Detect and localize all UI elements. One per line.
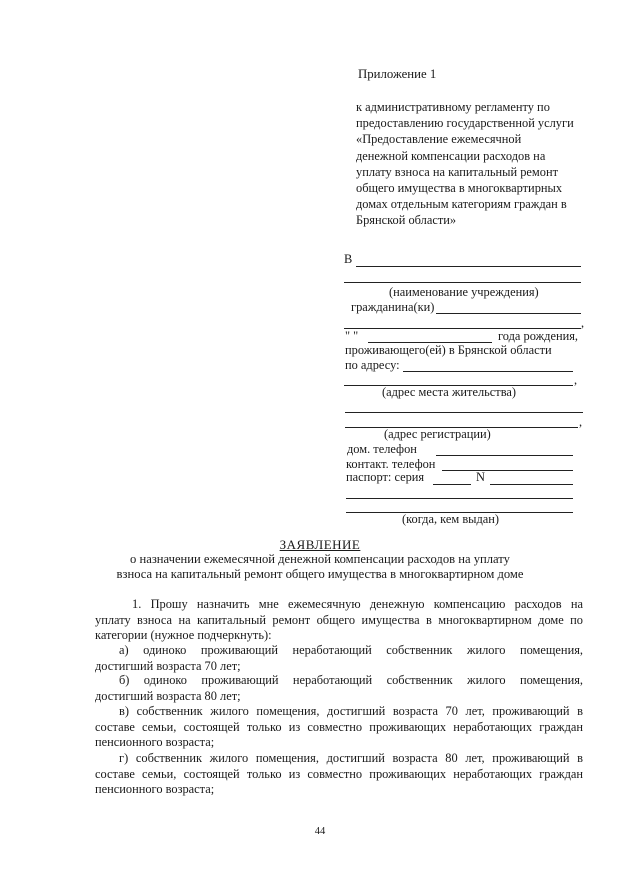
option-line: г) собственник жилого помещения, достигший возраста 80 лет, проживающий в [119,751,583,765]
birth-date-quotes: " " [345,329,359,343]
page-number: 44 [314,826,326,837]
option-line: б) одиноко проживающий неработающий собственник жилого помещения, [119,673,583,687]
appendix-line: уплату взноса на капитальный ремонт [356,164,558,179]
appendix-line: «Предоставление ежемесячной [356,132,522,147]
comma: , [574,373,578,387]
at-address-label: по адресу: [345,358,400,372]
option-line: пенсионного возраста; [95,782,215,797]
citizen-label: гражданина(ки) [351,300,435,314]
passport-issued-line[interactable] [346,498,573,499]
residence-address-line[interactable] [403,371,573,372]
contact-phone-line[interactable] [442,470,573,471]
passport-series-line[interactable] [433,484,471,485]
paragraph-line: уплату взноса на капитальный ремонт общего имущества в многоквартирном доме по [95,612,583,627]
birth-year-label: года рождения, [498,329,579,343]
appendix-line: домах отдельным категориям граждан в [356,197,567,212]
registration-caption: (адрес регистрации) [384,427,491,441]
institution-caption: (наименование учреждения) [389,285,539,299]
paragraph-line: 1. Прошу назначить мне ежемесячную денежную компенсацию расходов на [132,597,583,611]
passport-number-line[interactable] [490,484,573,485]
registration-address-line[interactable] [345,412,583,413]
option-g [95,751,583,798]
option-line: составе семьи, состоящей только из совместно проживающих неработающих граждан [95,719,583,734]
statement-title: ЗАЯВЛЕНИЕ [279,537,361,552]
option-line: а) одиноко проживающий неработающий собственник жилого помещения, [119,643,583,657]
statement-subtitle-1: о назначении ежемесячной денежной компенсации расходов на уплату [130,552,510,566]
appendix-line: предоставлению государственной услуги [356,116,574,131]
appendix-title: Приложение 1 [358,67,437,81]
institution-line[interactable] [356,266,581,267]
contact-phone-label: контакт. телефон [346,457,436,471]
comma: , [581,316,585,330]
option-line: в) собственник жилого помещения, достигший возраста 70 лет, проживающий в [119,704,583,718]
appendix-line: общего имущества в многоквартирных [356,181,563,196]
option-line: достигший возраста 70 лет; [95,658,241,673]
comma: , [579,415,583,429]
option-line: составе семьи, состоящей только из совместно проживающих неработающих граждан [95,766,583,781]
appendix-line: денежной компенсации расходов на [356,148,546,163]
appendix-line: к административному регламенту по [356,100,550,114]
option-b [95,673,583,704]
home-phone-line[interactable] [436,455,573,456]
option-v [95,704,583,751]
paragraph-1 [95,597,583,644]
appendix-line: Брянской области» [356,213,457,228]
institution-line-2[interactable] [344,282,581,283]
residence-caption: (адрес места жительства) [382,385,517,399]
citizen-name-line[interactable] [436,313,581,314]
residing-label: проживающего(ей) в Брянской области [345,343,552,357]
home-phone-label: дом. телефон [347,442,417,456]
to-prefix: В [344,252,353,266]
issued-caption: (когда, кем выдан) [402,512,500,526]
option-a [95,643,583,674]
paragraph-line: категории (нужное подчеркнуть): [95,628,272,643]
passport-number-label: N [476,470,485,484]
option-line: пенсионного возраста; [95,735,215,750]
statement-subtitle-2: взноса на капитальный ремонт общего имущества в многоквартирном доме [116,567,524,581]
passport-label: паспорт: серия [346,470,425,484]
option-line: достигший возраста 80 лет; [95,688,241,703]
appendix-description [356,99,596,229]
